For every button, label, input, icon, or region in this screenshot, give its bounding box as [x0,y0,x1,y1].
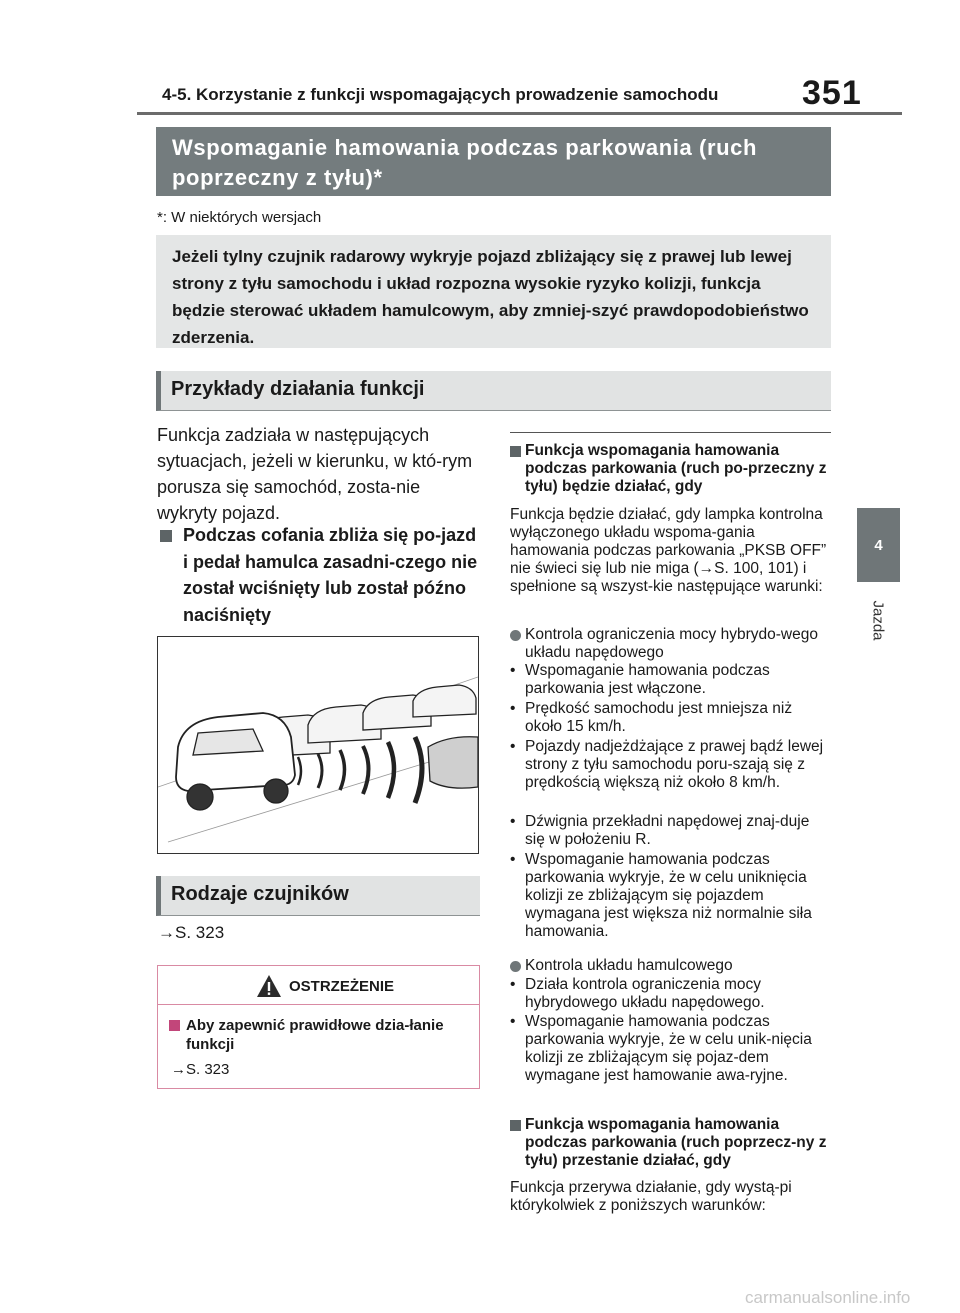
intro-box: Jeżeli tylny czujnik radarowy wykryje pojazd zbliżający się z prawej lub lewej strony z tyłu samochodu i układ rozpozna wysokie ryzyko kolizji, funkcja będzie sterować układem hamulcowym, aby zmniej-szyć prawdopodobieństwo zderzenia. [156,235,831,348]
list-item: • Wspomaganie hamowania podczas parkowania wykryje, że w celu uniknięcia kolizji ze zbliżającym się pojazdem wymagana jest większa niż normalnie siła hamowania. [510,851,830,941]
warning-reference[interactable]: →S. 323 [171,1061,230,1078]
list-item: • Wspomaganie hamowania podczas parkowania jest włączone. [510,662,830,700]
chapter-label-text: Jazda [870,599,887,641]
square-bullet-icon [510,446,521,457]
warning-title: OSTRZEŻENIE [289,978,395,995]
condition-list-1 [510,662,830,941]
condition-group-2: Kontrola układu hamulcowego [525,957,733,974]
warning-header [158,966,479,1005]
right-paragraph-1: Funkcja będzie działać, gdy lampka kontrolna wyłączonego układu wspoma-gania hamowania podczas parkowania „PKSB OFF” nie świeci się lub nie miga (→S. 100, 101) i spełnione są wszyst-kie następujące warunki: [510,506,827,595]
right-heading-1: Funkcja wspomagania hamowania podczas parkowania (ruch po-przeczny z tyłu) będzie działać, gdy [525,442,827,495]
circle-bullet-icon [510,961,521,972]
circle-bullet-icon [510,630,521,641]
square-bullet-icon [510,1120,521,1131]
list-item: • Wspomaganie hamowania podczas parkowania wykryje, że w celu unik-nięcia kolizji ze zbliżającym się pojaz-dem wymagane jest hamowanie awa-ryjne. [510,1013,830,1103]
condition-group-1: Kontrola ograniczenia mocy hybrydo-wego układu napędowego [525,626,818,661]
right-paragraph-2: Funkcja przerywa działanie, gdy wystą-pi którykolwiek z poniższych warunków: [510,1179,792,1214]
illustration-parking-scene [157,636,479,854]
list-item: • Prędkość samochodu jest mniejsza niż około 15 km/h. [510,700,830,738]
list-item: • Pojazdy nadjeżdżające z prawej bądź lewej strony z tyłu samochodu poru-szają się z prędkością większą niż około 8 km/h. [510,738,830,813]
header-divider [137,112,902,115]
warning-item: Aby zapewnić prawidłowe dzia-łanie funkcji [186,1017,444,1053]
square-bullet-icon [169,1020,180,1031]
warning-triangle-icon [256,974,282,998]
condition-list-2 [510,976,830,1103]
chapter-tab[interactable]: 4 [857,508,900,582]
section-banner: Wspomaganie hamowania podczas parkowania (ruch poprzeczny z tyłu)* [156,127,831,196]
page-reference[interactable]: →S. 323 [158,923,225,942]
right-heading-2: Funkcja wspomagania hamowania podczas parkowania (ruch poprzecz-ny z tyłu) przestanie działać, gdy [525,1116,827,1169]
list-item: • Dźwignia przekładni napędowej znaj-duje się w położeniu R. [510,813,830,851]
list-item: • Działa kontrola ograniczenia mocy hybrydowego układu napędowego. [510,976,830,1013]
chapter-label [857,590,900,650]
page-number: 351 [802,74,862,112]
section-heading-sensors: Rodzaje czujników [156,876,480,916]
right-column-divider [510,432,831,433]
condition-heading: Podczas cofania zbliża się po-jazd i pedał hamulca zasadni-czego nie został wciśnięty lub został późno naciśnięty [183,525,478,625]
lead-paragraph: Funkcja zadziała w następujących sytuacjach, jeżeli w kierunku, w któ-rym porusza się samochód, zosta-nie wykryty pojazd. [157,425,473,523]
watermark: carmanualsonline.info [745,1288,911,1307]
cars-illustration-svg [158,637,478,853]
footnote: *: W niektórych wersjach [157,209,322,226]
section-heading-examples: Przykłady działania funkcji [156,371,831,411]
warning-box [157,965,480,1089]
running-header: 4-5. Korzystanie z funkcji wspomagających prowadzenie samochodu [162,85,719,104]
square-bullet-icon [160,530,172,542]
